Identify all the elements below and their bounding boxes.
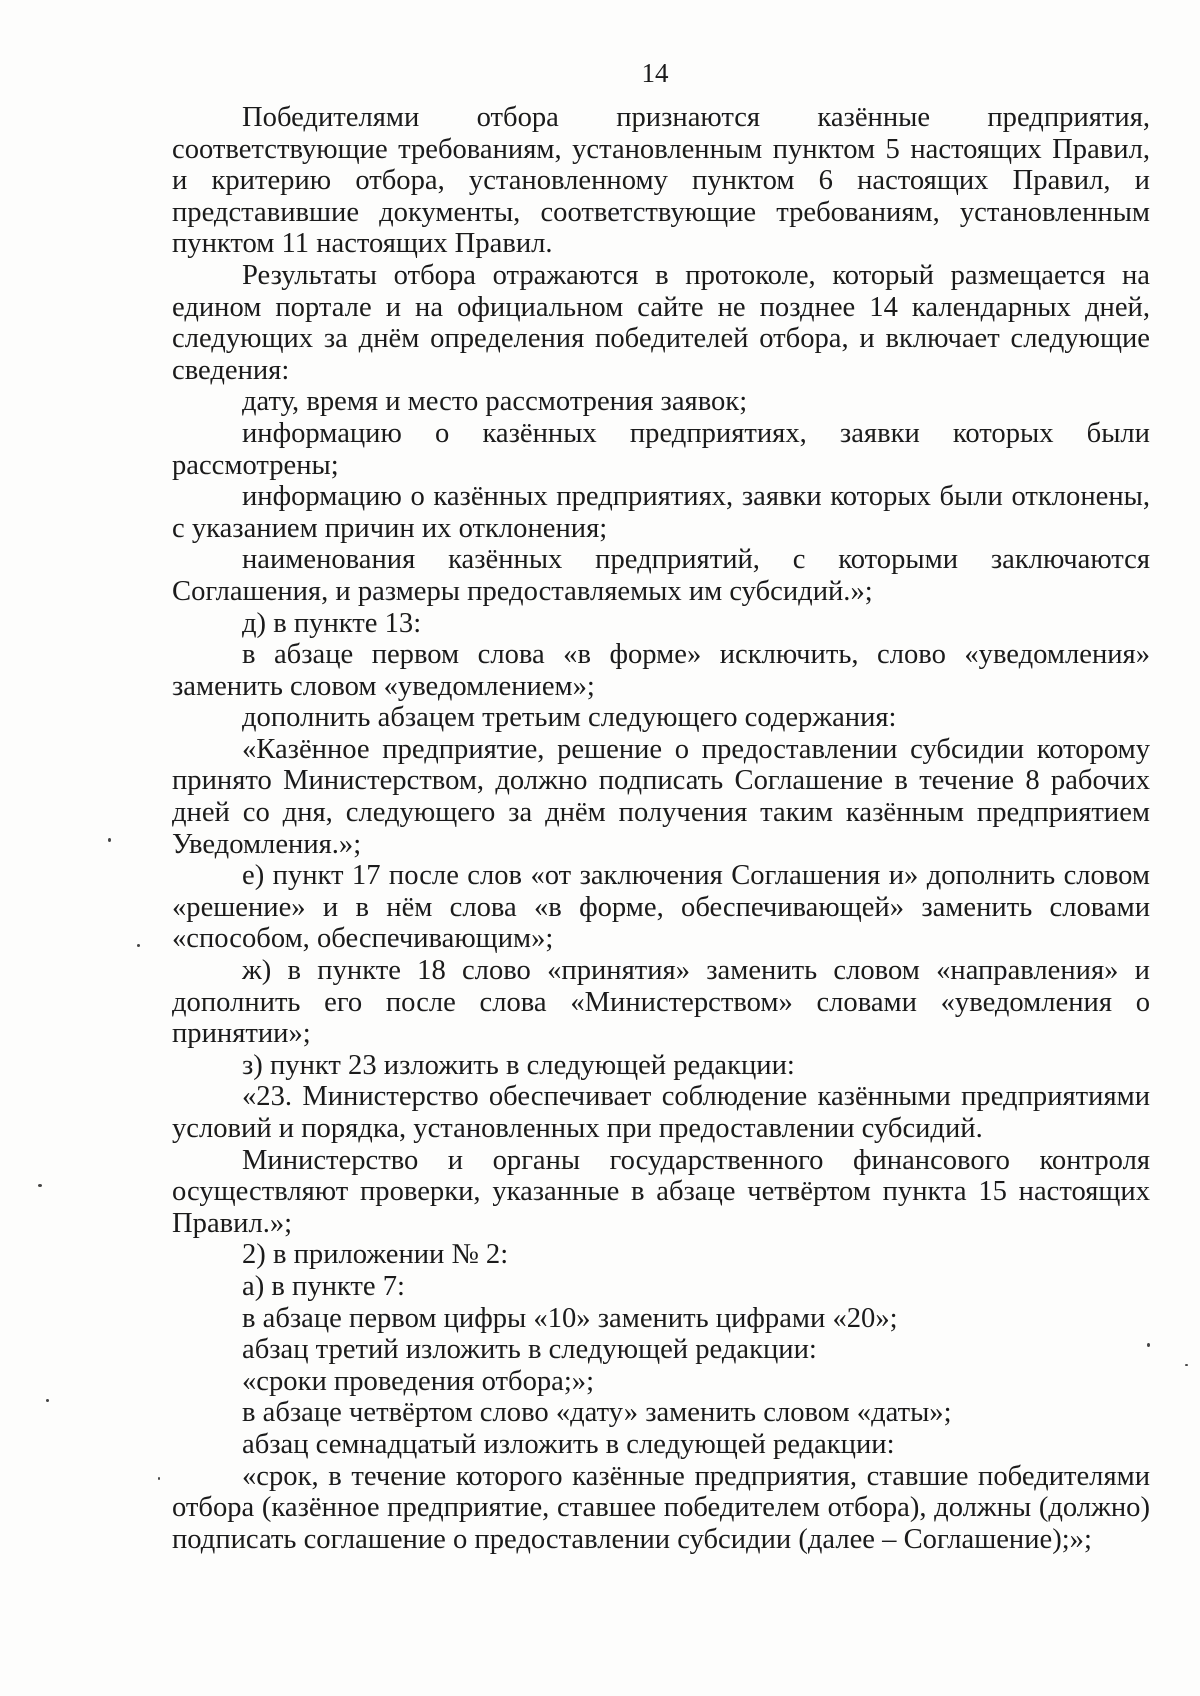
paragraph: информацию о казённых предприятиях, заявки которых были отклонены, с указанием причин их отклонения;: [172, 481, 1150, 544]
scan-speck: [38, 1184, 42, 1187]
paragraph: абзац семнадцатый изложить в следующей редакции:: [242, 1428, 895, 1460]
paragraph: «Казённое предприятие, решение о предоставлении субсидии которому принято Министерством, должно подписать Соглашение в течение 8 рабочих дней со дня, следующего за днём получения таким казённым предприятием Уведомления.»;: [172, 733, 1150, 860]
paragraph: в абзаце четвёртом слово «дату» заменить словом «даты»;: [242, 1397, 952, 1429]
paragraph: 2) в приложении № 2:: [242, 1239, 509, 1271]
scan-speck: [1147, 1343, 1150, 1347]
scan-speck: [158, 1477, 160, 1480]
paragraph: наименования казённых предприятий, с которыми заключаются Соглашения, и размеры предоставляемых им субсидий.»;: [172, 544, 1150, 607]
paragraph: Победителями отбора признаются казённые предприятия, соответствующие требованиям, установленным пунктом 5 настоящих Правил, и критерию отбора, установленному пунктом 6 настоящих Правил, и представившие документы, соответствующие требованиям, установленным пунктом 11 настоящих Правил.: [172, 102, 1150, 260]
paragraph: ж) в пункте 18 слово «принятия» заменить словом «направления» и дополнить его после слова «Министерством» словами «уведомления о принятии»;: [172, 955, 1150, 1050]
paragraph: «23. Министерство обеспечивает соблюдение казёнными предприятиями условий и порядка, установленных при предоставлении субсидий.: [172, 1081, 1150, 1144]
paragraph: дополнить абзацем третьим следующего содержания:: [242, 702, 897, 734]
scan-speck: [137, 944, 140, 947]
scan-speck: [108, 838, 111, 842]
page-number: 14: [641, 58, 669, 88]
paragraph: е) пункт 17 после слов «от заключения Соглашения и» дополнить словом «решение» и в нём слова «в форме, обеспечивающей» заменить словами «способом, обеспечивающим»;: [172, 860, 1150, 955]
paragraph: «сроки проведения отбора;»;: [242, 1365, 595, 1397]
paragraph: «срок, в течение которого казённые предприятия, ставшие победителями отбора (казённое предприятие, ставшее победителем отбора), должны (должно) подписать соглашение о предоставлении субсидии (далее – Соглашение);»;: [172, 1460, 1150, 1555]
paragraph: в абзаце первом слова «в форме» исключить, слово «уведомления» заменить словом «уведомлением»;: [172, 639, 1150, 702]
paragraph: в абзаце первом цифры «10» заменить цифрами «20»;: [242, 1302, 898, 1334]
paragraph: Министерство и органы государственного финансового контроля осуществляют проверки, указанные в абзаце четвёртом пункта 15 настоящих Правил.»;: [172, 1144, 1150, 1239]
paragraph: а) в пункте 7:: [242, 1270, 406, 1302]
scan-speck: [46, 1399, 49, 1402]
paragraph: абзац третий изложить в следующей редакции:: [242, 1334, 817, 1366]
paragraph: Результаты отбора отражаются в протоколе, который размещается на едином портале и на официальном сайте не позднее 14 календарных дней, следующих за днём определения победителей отбора, и включает следующие сведения:: [172, 259, 1150, 386]
paragraph: з) пункт 23 изложить в следующей редакции:: [242, 1049, 795, 1081]
paragraph: дату, время и место рассмотрения заявок;: [242, 386, 748, 418]
paragraph: д) в пункте 13:: [242, 607, 422, 639]
paragraph: информацию о казённых предприятиях, заявки которых были рассмотрены;: [172, 417, 1150, 481]
document-body: [172, 102, 1150, 1555]
scan-speck: [1185, 1364, 1188, 1366]
